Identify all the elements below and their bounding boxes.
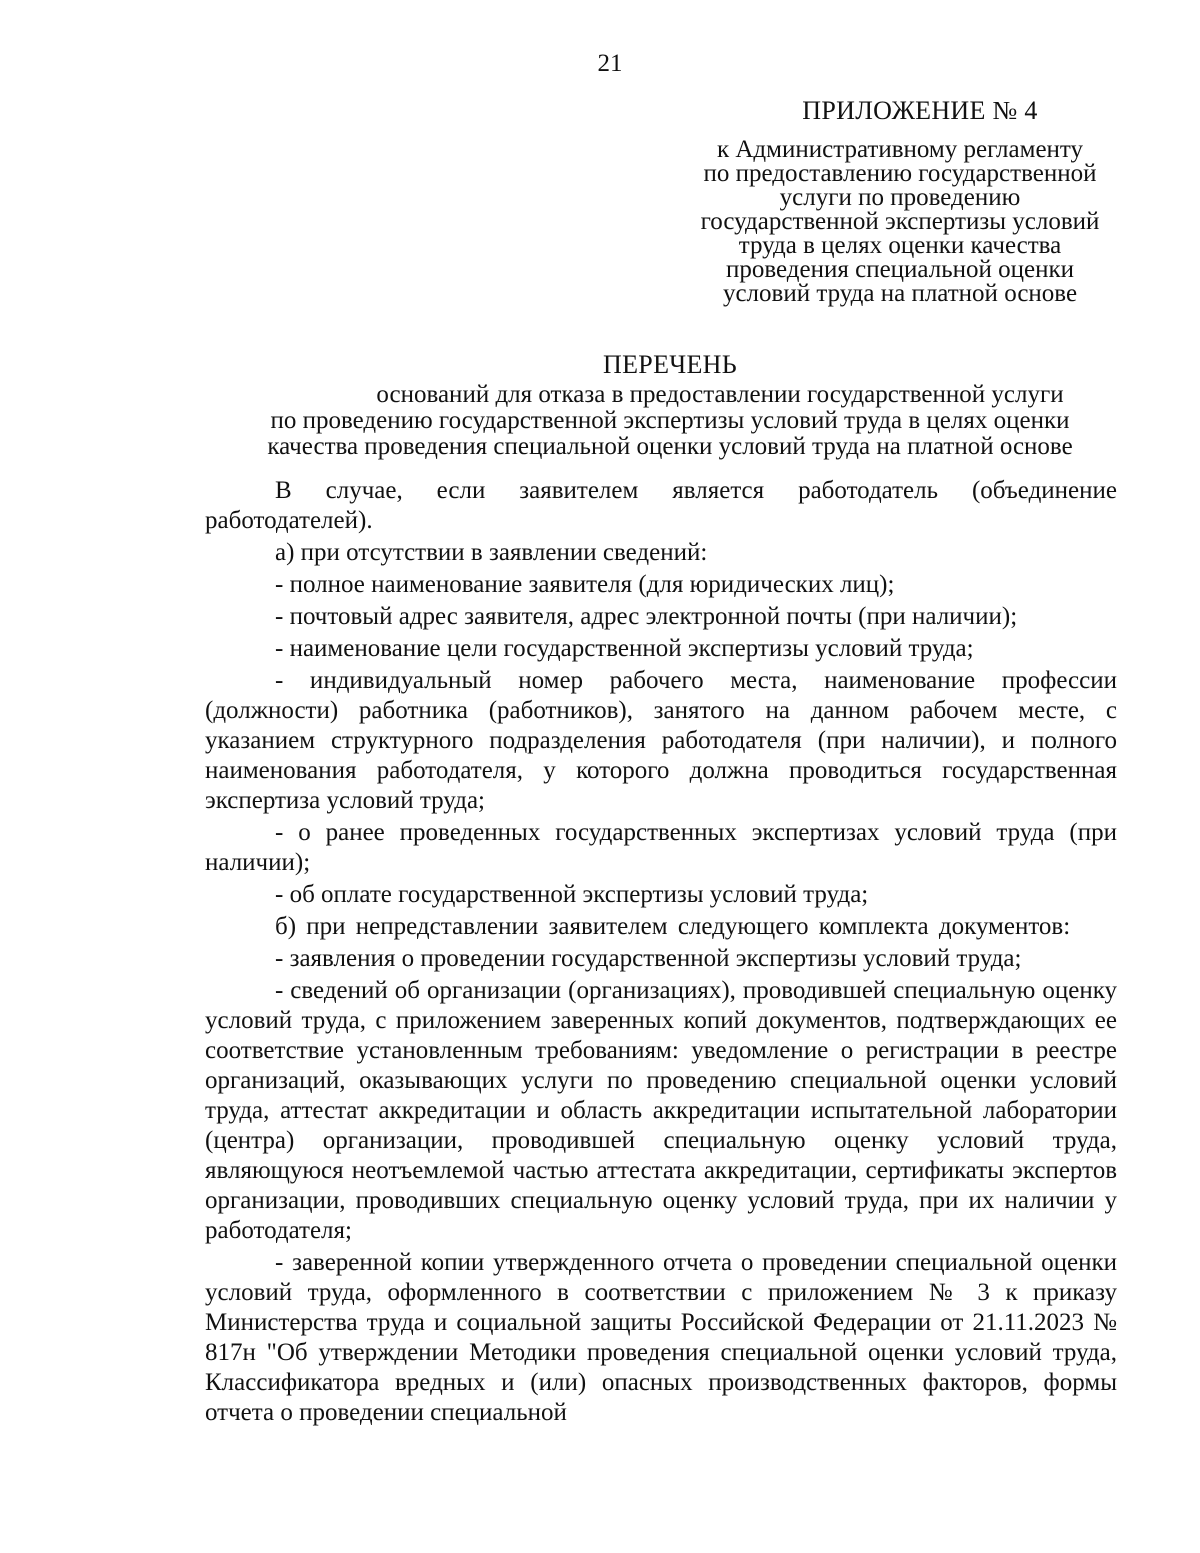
paragraph-item-b: б) при непредставлении заявителем следующего комплекта документов: (275, 913, 1071, 940)
paragraph-bullet: - об оплате государственной экспертизы условий труда; (275, 881, 869, 908)
paragraph-bullet: - почтовый адрес заявителя, адрес электронной почты (при наличии); (275, 603, 1018, 630)
document-body (205, 476, 1117, 1430)
paragraph-bullet: - заявления о проведении государственной экспертизы условий труда; (275, 945, 1022, 972)
appendix-subtitle (670, 138, 1130, 306)
page-number (0, 50, 1200, 78)
paragraph-bullet: - индивидуальный номер рабочего места, наименование профессии (должности) работника (работников), занятого на данном рабочем месте, с указанием структурного подразделения работодателя (при наличии), и полного наименования работодателя, у которого должна проводиться государственная экспертиза условий труда; (205, 667, 1117, 814)
appendix-line: по предоставлению государственной (703, 160, 1097, 187)
list-subtitle (200, 382, 1140, 460)
appendix-line: государственной экспертизы условий (700, 208, 1100, 235)
list-title: ПЕРЕЧЕНЬ (603, 350, 737, 379)
list-subtitle-line: оснований для отказа в предоставлении государственной услуги (376, 381, 1064, 408)
appendix-line: условий труда на платной основе (722, 280, 1078, 307)
list-subtitle-line: качества проведения специальной оценки условий труда на платной основе (267, 433, 1073, 460)
appendix-title: ПРИЛОЖЕНИЕ № 4 (802, 96, 1038, 125)
paragraph-bullet: - сведений об организации (организациях), проводившей специальную оценку условий труда, с приложением заверенных копий документов, подтверждающих ее соответствие установленным требованиям: уведомление о регистрации в реестре организаций, оказывающих услуги по проведению специальной оценки условий труда, аттестат аккредитации и область аккредитации испытательной лаборатории (центра) организации, проводившей специальную оценку условий труда, являющуюся неотъемлемой частью аттестата аккредитации, сертификаты экспертов организации, проводивших специальную оценку условий труда, при их наличии у работодателя; (205, 977, 1117, 1244)
paragraph-item-a: а) при отсутствии в заявлении сведений: (275, 539, 708, 566)
paragraph-bullet: - наименование цели государственной экспертизы условий труда; (275, 635, 974, 662)
appendix-line: проведения специальной оценки (725, 256, 1075, 283)
appendix-line: труда в целях оценки качества (738, 232, 1062, 259)
paragraph-intro: В случае, если заявителем является работодатель (объединение работодателей). (205, 477, 1117, 534)
appendix-line: услуги по проведению (779, 184, 1021, 211)
appendix-line: к Административному регламенту (716, 136, 1084, 163)
paragraph-bullet: - о ранее проведенных государственных экспертизах условий труда (при наличии); (205, 819, 1117, 876)
paragraph-bullet: - полное наименование заявителя (для юридических лиц); (275, 571, 895, 598)
list-subtitle-line: по проведению государственной экспертизы условий труда в целях оценки (270, 407, 1070, 434)
page-number-text: 21 (597, 50, 623, 77)
paragraph-bullet: - заверенной копии утвержденного отчета о проведении специальной оценки условий труда, оформленного в соответствии с приложением № 3 к приказу Министерства труда и социальной защиты Российской Федерации от 21.11.2023 № 817н "Об утверждении Методики проведения специальной оценки условий труда, Классификатора вредных и (или) опасных производственных факторов, формы отчета о проведении специальной (205, 1249, 1117, 1426)
